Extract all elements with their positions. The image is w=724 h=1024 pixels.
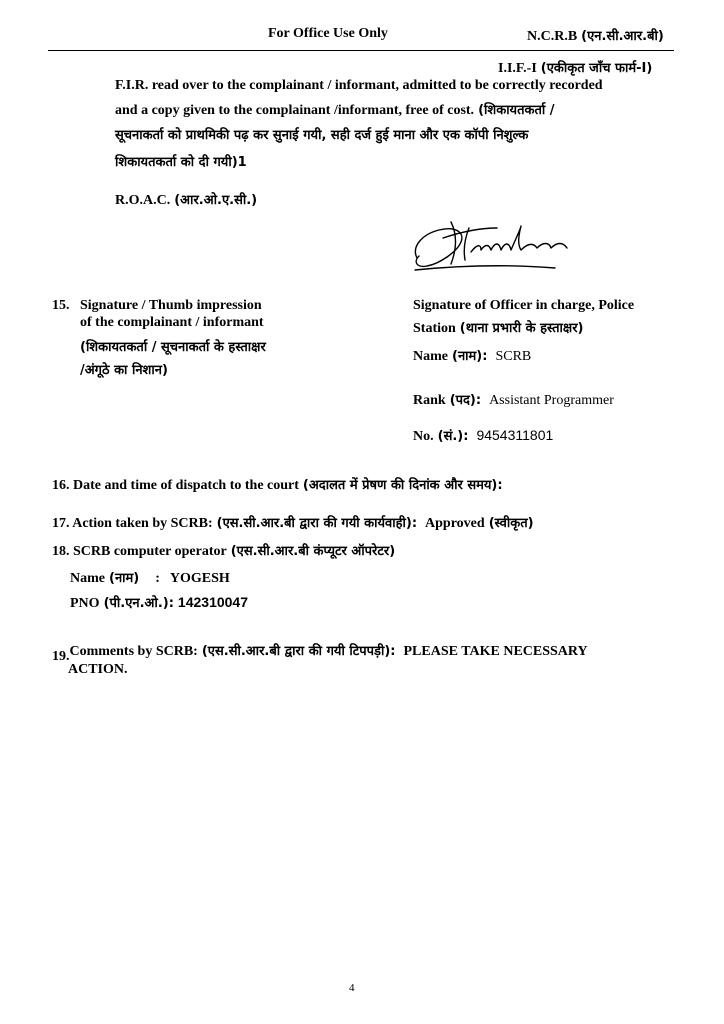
- operator-name-label-en: Name: [70, 571, 105, 586]
- operator-pno-row: [70, 593, 248, 612]
- form-title-hi: (एकीकृत जाँच फार्म-I): [540, 61, 653, 76]
- roac-label: [115, 190, 257, 209]
- ncrb-label-en: N.C.R.B: [527, 29, 578, 44]
- item16-label-en: 16. Date and time of dispatch to the court: [52, 478, 299, 493]
- officer-rank-label-en: Rank: [413, 393, 446, 408]
- officer-label2-en: Station: [413, 321, 456, 336]
- fir-read-line2: [115, 100, 555, 119]
- item19-number: 19.: [52, 649, 70, 664]
- officer-rank-value: Assistant Programmer: [489, 393, 614, 408]
- item19-label-en: Comments by SCRB:: [69, 644, 198, 659]
- ncrb-label-hi: (एन.सी.आर.बी): [581, 29, 664, 44]
- item18: [52, 541, 395, 560]
- operator-pno-label-en: PNO: [70, 596, 100, 611]
- item17-value-hi: (स्वीकृत): [488, 516, 534, 531]
- officer-name-label-hi: (नाम):: [452, 349, 488, 364]
- item15-label1: Signature / Thumb impression: [80, 298, 262, 313]
- officer-rank-row: [413, 390, 614, 409]
- officer-label2: [413, 318, 583, 337]
- operator-name-label-hi: (नाम): [109, 571, 140, 586]
- operator-pno-value: 142310047: [177, 594, 248, 610]
- officer-label2-hi: (थाना प्रभारी के हस्ताक्षर): [459, 321, 584, 336]
- item17-value-en: Approved: [425, 516, 485, 531]
- form-title-en: I.I.F.-I: [498, 61, 537, 76]
- form-title: [498, 58, 652, 77]
- officer-no-label-hi: (सं.):: [437, 429, 469, 444]
- officer-name-value: SCRB: [495, 349, 532, 364]
- item18-label-en: 18. SCRB computer operator: [52, 544, 227, 559]
- page-number: 4: [349, 982, 355, 994]
- item18-label-hi: (एस.सी.आर.बी कंप्यूटर ऑपरेटर): [230, 544, 396, 559]
- operator-pno-label-hi: (पी.एन.ओ.):: [103, 596, 174, 611]
- item19-label-hi: (एस.सी.आर.बी द्वारा की गयी टिपपड़ी):: [201, 644, 396, 659]
- roac-label-hi: (आर.ओ.ए.सी.): [174, 193, 258, 208]
- item16-label-hi: (अदालत में प्रेषण की दिनांक और समय):: [302, 478, 503, 493]
- ncrb-header: [527, 26, 664, 45]
- item17-label-hi: (एस.सी.आर.बी द्वारा की गयी कार्यवाही):: [216, 516, 418, 531]
- item19-value-line1: PLEASE TAKE NECESSARY: [403, 644, 588, 659]
- roac-label-en: R.O.A.C.: [115, 193, 171, 208]
- item19-value-line2: ACTION.: [68, 662, 128, 677]
- officer-no-label-en: No.: [413, 429, 434, 444]
- officer-signature: [405, 208, 577, 278]
- item15-label2: of the complainant / informant: [80, 315, 264, 330]
- fir-read-line2-hi: (शिकायतकर्ता /: [478, 103, 555, 118]
- item15-number: 15.: [52, 298, 70, 313]
- operator-name-value: YOGESH: [169, 571, 230, 586]
- item15-label3: (शिकायतकर्ता / सूचनाकर्ता के हस्ताक्षर: [80, 340, 266, 355]
- item17-label-en: 17. Action taken by SCRB:: [52, 516, 213, 531]
- fir-read-line2-en: and a copy given to the complainant /informant, free of cost.: [115, 103, 475, 118]
- item17: [52, 513, 534, 532]
- officer-name-row: [413, 346, 531, 365]
- officer-label1: Signature of Officer in charge, Police: [413, 298, 635, 313]
- item19: [52, 641, 588, 664]
- officer-name-label-en: Name: [413, 349, 448, 364]
- office-use-label: For Office Use Only: [268, 26, 388, 41]
- officer-no-value: 9454311801: [476, 427, 554, 443]
- fir-read-line1: F.I.R. read over to the complainant / informant, admitted to be correctly recorded: [115, 78, 603, 93]
- operator-name-row: [70, 568, 230, 587]
- fir-read-line4: शिकायतकर्ता को दी गयी)1: [115, 155, 247, 170]
- officer-no-row: [413, 426, 553, 445]
- officer-rank-label-hi: (पद):: [449, 393, 482, 408]
- fir-read-line3: सूचनाकर्ता को प्राथमिकी पढ़ कर सुनाई गयी, सही दर्ज हुई माना और एक कॉपी निशुल्क: [115, 128, 529, 143]
- item15-label4: /अंगूठे का निशान): [80, 363, 168, 378]
- item16: [52, 475, 503, 494]
- operator-name-sep: :: [155, 571, 160, 586]
- header-rule: [48, 50, 674, 51]
